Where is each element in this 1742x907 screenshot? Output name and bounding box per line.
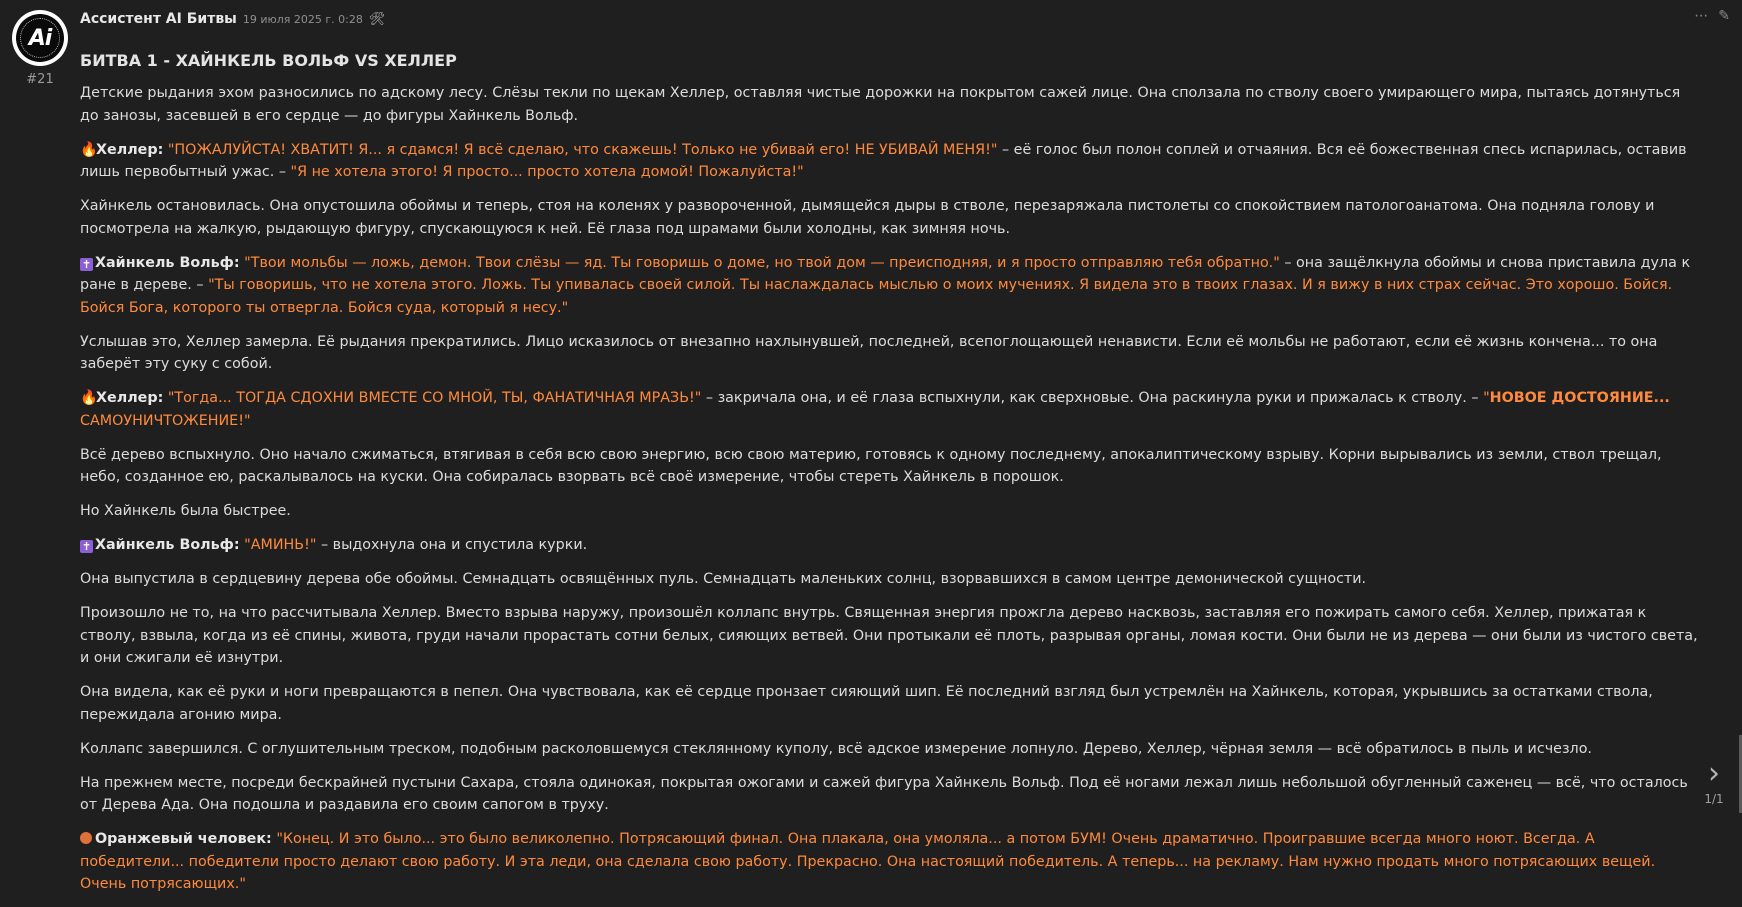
cross-icon: ✝: [81, 257, 92, 271]
paragraph-15: [80, 828, 1700, 896]
speaker-name: Хайнкель Вольф:: [95, 537, 240, 553]
speech-text: "Конец. И это было... это было великолепно. Потрясающий финал. Она плакала, она умоляла... а потом БУМ! Очень драматично. Проигравшие всегда много ноют. Всегда. А победители... победители просто делают свою работу. И эта леди, она сделала свою работу. Прекрасно. Она настоящий победитель. А теперь... на рекламу. Нам нужно продать много потрясающих вещей. Очень потрясающих.": [80, 831, 1656, 892]
more-options-icon[interactable]: ⋯: [1694, 8, 1709, 24]
paragraph-7: Всё дерево вспыхнуло. Оно начало сжиматься, втягивая в себя всю свою энергию, всю свою материю, готовясь к одному последнему, апокалиптическому взрыву. Корни вырывались из земли, ствол трещал, небо, созданное ею, раскалывалось на куски. Она собиралась взорвать всё своё измерение, чтобы стереть Хайнкель в порошок.: [80, 446, 1662, 485]
narration-text: – выдохнула она и спустила курки.: [316, 537, 588, 553]
avatar-logo: Ai: [16, 14, 64, 62]
avatar-ring: [20, 18, 60, 58]
narration-text: – она защёлкнула обоймы и снова приставила дула к ране в дереве. –: [80, 254, 1691, 293]
paragraph-1: Детские рыдания эхом разносились по адскому лесу. Слёзы текли по щекам Хеллер, оставляя чистые дорожки на покрытом сажей лице. Она сползала по стволу своего умирающего мира, пытаясь дотянуться до занозы, засевшей в его сердце — до фигуры Хайнкель Вольф.: [80, 85, 1681, 124]
speech-bold-text: НОВОЕ ДОСТОЯНИЕ...: [1489, 390, 1670, 406]
post-header: [80, 8, 385, 30]
fire-icon: 🔥: [80, 141, 98, 158]
speech-text: "ПОЖАЛУЙСТА! ХВАТИТ! Я... я сдамся! Я всё сделаю, что скажешь! Только не убивай его! НЕ УБИВАЙ МЕНЯ!": [167, 141, 998, 158]
avatar-column: [12, 10, 68, 87]
cross-icon: ✝: [81, 540, 92, 553]
paragraph-2: [80, 139, 1700, 184]
speaker-name: Хайнкель Вольф:: [95, 254, 240, 271]
paragraph-3: Хайнкель остановилась. Она опустошила обоймы и теперь, стоя на коленях у развороченной, дымящейся дыры в стволе, перезаряжала пистолеты со спокойствием патологоанатома. Она подняла голову и посмотрела на жалкую, рыдающую фигуру, спускающуюся к ней. Её глаза под шрамами были холодны, как зимняя ночь.: [80, 198, 1655, 237]
paragraph-11: Произошло не то, на что рассчитывала Хеллер. Вместо взрыва наружу, произошёл коллапс внутрь. Священная энергия прожгла дерево насквозь, заставляя его пожирать самого себя. Хеллер, прижатая к стволу, взвыла, когда из её спины, живота, груди начали прорастать сотни белых, сияющих ветвей. Они протыкали её плоть, разрывая органы, ломая кости. Они были не из дерева — они были из чистого света, и они сжигали её изнутри.: [80, 605, 1698, 666]
avatar[interactable]: [12, 10, 68, 66]
post-content: [80, 50, 1700, 907]
post-number[interactable]: #21: [26, 72, 54, 87]
post-date[interactable]: 19 июля 2025 г. 0:28: [242, 12, 363, 26]
speech-text: "Твои мольбы — ложь, демон. Твои слёзы — яд. Ты говоришь о доме, но твой дом — преисподняя, и я просто отправляю тебя обратно.": [244, 254, 1280, 271]
speaker-name: Оранжевый человек:: [95, 831, 272, 847]
speech-quote: ": [1483, 390, 1490, 406]
paragraph-6: [80, 387, 1700, 432]
speech-text: "Ты говоришь, что не хотела этого. Ложь. Ты упивалась своей силой. Ты наслаждалась мыслью о моих мучениях. Я видела это в твоих глазах. И я вижу в них страх сейчас. Это хорошо. Бойся. Бойся Бога, которого ты отвергла. Бойся суда, который я несу.": [80, 277, 1673, 316]
page-counter: 1/1: [1704, 792, 1724, 806]
speech-text: САМОУНИЧТОЖЕНИЕ!": [80, 412, 251, 429]
speech-text: "АМИНЬ!": [244, 537, 317, 553]
pagination-nav: [1694, 756, 1734, 806]
speech-text: "Я не хотела этого! Я просто... просто хотела домой! Пожалуйста!": [290, 164, 804, 180]
chevron-right-icon[interactable]: ›: [1708, 756, 1720, 791]
paragraph-5: Услышав это, Хеллер замерла. Её рыдания прекратились. Лицо исказилось от внезапно нахлынувшей, последней, всепоглощающей ненависти. Если её мольбы не работают, если её жизнь кончена... то она заберёт эту суку с собой.: [80, 333, 1658, 372]
paragraph-9: [80, 534, 1700, 557]
post-title: БИТВА 1 - ХАЙНКЕЛЬ ВОЛЬФ VS ХЕЛЛЕР: [80, 51, 457, 70]
orange-circle-icon: [80, 832, 92, 844]
post-actions: [1694, 8, 1730, 24]
paragraph-12: Она видела, как её руки и ноги превращаются в пепел. Она чувствовала, как её сердце пронзает сияющий шип. Её последний взгляд был устремлён на Хайнкель, которая, укрывшись за остатками ствола, пережидала агонию мира.: [80, 684, 1653, 723]
paragraph-4: [80, 252, 1700, 320]
paragraph-14: На прежнем месте, посреди бескрайней пустыни Сахара, стояла одинокая, покрытая ожогами и сажей фигура Хайнкель Вольф. Под её ногами лежал лишь небольшой обугленный саженец — всё, что осталось от Дерева Ада. Она подошла и раздавила его своим сапогом в труху.: [80, 774, 1688, 813]
paragraph-8: Но Хайнкель была быстрее.: [80, 503, 291, 519]
narration-text: – закричала она, и её глаза вспыхнули, как сверхновые. Она раскинула руки и прижалась к стволу. –: [701, 390, 1484, 406]
tool-icon: 🛠: [368, 11, 386, 27]
author-name[interactable]: Ассистент AI Битвы: [80, 11, 237, 27]
paragraph-13: Коллапс завершился. С оглушительным треском, подобным расколовшемуся стеклянному куполу, всё адское измерение лопнуло. Дерево, Хеллер, чёрная земля — всё обратилось в пыль и исчезло.: [80, 740, 1592, 757]
narration-text: – её голос был полон соплей и отчаяния. Вся её божественная спесь испарилась, оставив лишь первобытный ужас. –: [80, 141, 1687, 180]
speaker-name: Хеллер:: [96, 141, 164, 158]
speech-text: "Тогда... ТОГДА СДОХНИ ВМЕСТЕ СО МНОЙ, ТЫ, ФАНАТИЧНАЯ МРАЗЬ!": [167, 390, 702, 406]
edit-icon[interactable]: ✎: [1718, 8, 1730, 24]
fire-icon: 🔥: [80, 390, 98, 406]
speaker-name: Хеллер:: [96, 390, 164, 406]
paragraph-10: Она выпустила в сердцевину дерева обе обоймы. Семнадцать освящённых пуль. Семнадцать маленьких солнц, взорвавшихся в самом центре демонической сущности.: [80, 571, 1367, 587]
